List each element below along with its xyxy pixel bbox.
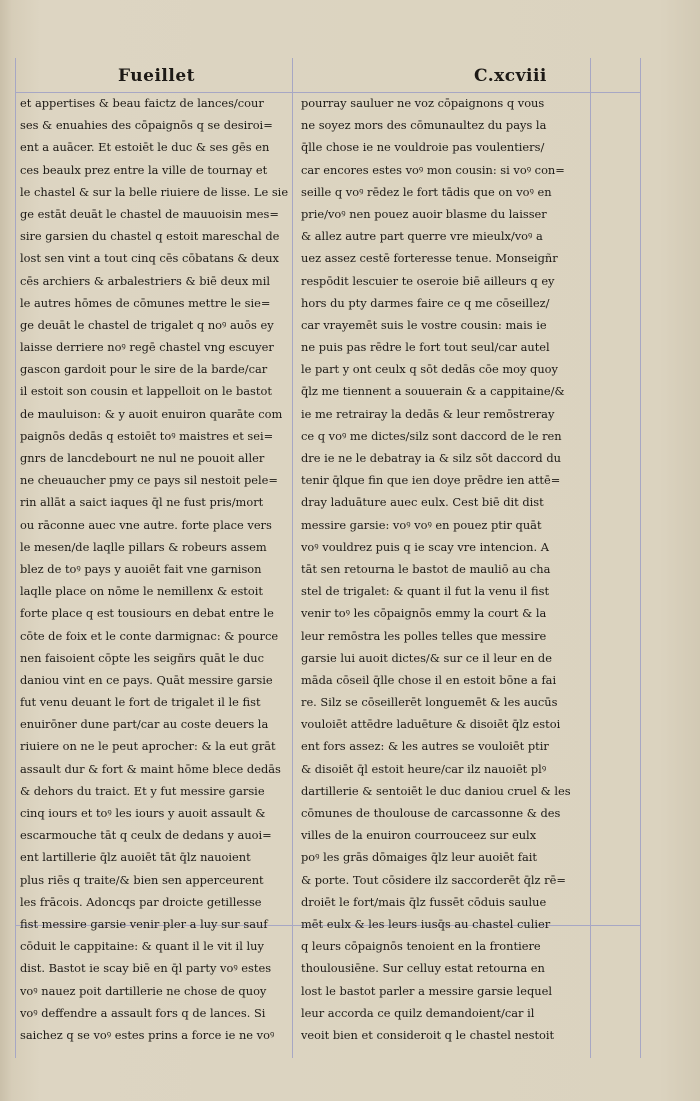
text-line: le part y ont ceulx q sōt dedās cōe moy quoy (301, 362, 558, 377)
text-line: laisse derriere noꝰ regē chastel vng escuyer (20, 340, 274, 355)
text-line: les frācois. Adoncqs par droicte getillesse (20, 894, 262, 909)
text-line: le chastel & sur la belle riuiere de lisse. Le sie (20, 184, 288, 199)
text-line: dray laduāture auec eulx. Cest biē dit dist (301, 495, 544, 510)
text-line: stel de trigalet: & quant il fut la venu il fist (301, 584, 550, 599)
margin-rule-outer (640, 58, 641, 1058)
text-line: dartillerie & sentoiēt le duc daniou cruel & les (301, 783, 571, 798)
margin-rule-left (15, 58, 16, 1058)
text-line: q̄lle chose ie ne vouldroie pas voulentiers/ (301, 140, 545, 155)
margin-rule-right (590, 58, 591, 1058)
text-line: lost sen vint a tout cinq cēs cōbatans & deux (20, 251, 279, 266)
text-line: cinq iours et toꝰ les iours y auoit assault & (20, 806, 266, 820)
text-line: rin allāt a saict iaques q̄l ne fust pris/mort (20, 495, 264, 510)
text-line: forte place q est tousiours en debat entre le (20, 606, 274, 621)
text-line: cōmunes de thoulouse de carcassonne & des (301, 806, 561, 820)
text-line: saichez q se voꝰ estes prins a force ie ne voꝰ (20, 1027, 275, 1042)
text-line: uez assez cestē forteresse tenue. Monseigñr (301, 251, 558, 266)
text-line: nen faisoient cōpte les seigñrs quāt le duc (20, 650, 265, 665)
text-line: & allez autre part querre vre mieulx/voꝰ a (301, 229, 543, 244)
text-line: ne soyez mors des cōmunaultez du pays la (301, 118, 547, 133)
text-line: lost le bastot parler a messire garsie lequel (301, 983, 552, 998)
text-line: leur remōstra les polles telles que messire (301, 628, 547, 643)
text-line: hors du pty darmes faire ce q me cōseillez/ (301, 295, 550, 310)
text-line: blez de toꝰ pays y auoiēt fait vne garnison (20, 561, 262, 576)
text-line: ge deuāt le chastel de trigalet q noꝰ auōs ey (20, 317, 274, 332)
text-line: ie me retrairay la dedās & leur remōstreray (301, 406, 555, 421)
text-line: daniou vint en ce pays. Quāt messire garsie (20, 672, 273, 687)
text-line: le autres hōmes de cōmunes mettre le sie= (20, 295, 271, 310)
folio-header-left: Fueillet (118, 66, 195, 86)
text-line: voꝰ vouldrez puis q ie scay vre intencion. A (301, 539, 549, 554)
text-line: laqlle place on nōme le nemillenx & estoit (20, 584, 263, 599)
text-column-left (20, 92, 288, 1046)
text-line: dist. Bastot ie scay biē en q̄l party voꝰ estes (20, 961, 272, 976)
text-line: villes de la enuiron courrouceez sur eulx (301, 828, 537, 843)
text-line: ent lartillerie q̄lz auoiēt tāt q̄lz nauoient (20, 850, 251, 865)
text-line: & disoiēt q̄l estoit heure/car ilz nauoiēt plꝰ (301, 761, 547, 776)
text-line: thoulousiēne. Sur celluy estat retourna en (301, 961, 545, 976)
text-line: ces beaulx prez entre la ville de tournay et (20, 162, 268, 177)
text-line: tāt sen retourna le bastot de mauliō au cha (301, 561, 551, 576)
text-line: il estoit son cousin et lappelloit on le bastot (20, 384, 272, 399)
text-line: ne cheuaucher pmy ce pays sil nestoit pele= (20, 473, 278, 488)
text-line: cōduit le cappitaine: & quant il le vit il luy (20, 939, 264, 954)
text-line: voꝰ nauez poit dartillerie ne chose de quoy (20, 983, 267, 998)
text-line: tenir q̄lque fin que ien doye prēdre ien attē= (301, 473, 561, 488)
text-line: enuirōner dune part/car au coste deuers la (20, 717, 269, 732)
text-line: plus riēs q traite/& bien sen apperceurent (20, 872, 264, 887)
text-line: poꝰ les grās dōmaiges q̄lz leur auoiēt fait (301, 850, 537, 865)
text-line: gascon gardoit pour le sire de la barde/car (20, 362, 268, 377)
text-line: venir toꝰ les cōpaignōs emmy la court & la (301, 606, 547, 621)
text-line: cēs archiers & arbalestriers & biē deux mil (20, 273, 271, 288)
text-line: & dehors du traict. Et y fut messire garsie (20, 783, 265, 798)
text-line: re. Silz se cōseillerēt longuemēt & les aucūs (301, 695, 558, 710)
text-line: māda cōseil q̄lle chose il en estoit bōne a fai (301, 672, 557, 687)
text-line: & porte. Tout cōsidere ilz saccorderēt q̄lz rē= (301, 872, 566, 887)
text-line: messire garsie: voꝰ voꝰ en pouez ptir quāt (301, 517, 542, 532)
text-line: cōte de foix et le conte darmignac: & pource (20, 628, 279, 643)
text-line: car vrayemēt suis le vostre cousin: mais ie (301, 317, 547, 332)
text-line: prie/voꝰ nen pouez auoir blasme du laisser (301, 206, 547, 221)
text-line: ce q voꝰ me dictes/silz sont daccord de le ren (301, 428, 562, 443)
text-line: fut venu deuant le fort de trigalet il le fist (20, 695, 261, 710)
text-line: q leurs cōpaignōs tenoient en la frontiere (301, 939, 541, 954)
text-line: q̄lz me tiennent a souuerain & a cappitaine/& (301, 384, 565, 399)
text-line: droiēt le fort/mais q̄lz fussēt cōduis saulue (301, 894, 547, 909)
text-line: pourray sauluer ne voz cōpaignons q vous (301, 96, 545, 110)
text-line: ne puis pas rēdre le fort tout seul/car autel (301, 340, 550, 355)
text-line: ent fors assez: & les autres se vouloiēt ptir (301, 739, 549, 754)
text-line: mēt eulx & les leurs iusq̄s au chastel culier (301, 916, 551, 931)
text-line: paignōs dedās q estoiēt toꝰ maistres et sei= (20, 428, 274, 443)
text-line: ou rāconne auec vne autre. forte place vers (20, 517, 272, 532)
text-column-right (301, 92, 584, 1046)
text-line: seille q voꝰ rēdez le fort tādis que on voꝰ en (301, 184, 552, 199)
folio-number: C.xcviii (474, 66, 547, 86)
text-line: gnrs de lancdebourt ne nul ne pouoit aller (20, 451, 265, 465)
text-line: vouloiēt attēdre laduēture & disoiēt q̄lz estoi (301, 717, 561, 732)
text-line: ent a auācer. Et estoiēt le duc & ses gēs en (20, 140, 270, 155)
text-line: et appertises & beau faictz de lances/cour (20, 96, 264, 110)
text-line: riuiere on ne le peut aprocher: & la eut grāt (20, 739, 276, 754)
text-line: le mesen/de laqlle pillars & robeurs assem (20, 539, 267, 554)
text-line: car encores estes voꝰ mon cousin: si voꝰ con= (301, 162, 565, 177)
text-line: garsie lui auoit dictes/& sur ce il leur en de (301, 650, 552, 665)
text-line: respōdit lescuier te oseroie biē ailleurs q ey (301, 273, 555, 288)
text-line: voꝰ deffendre a assault fors q de lances. Si (20, 1005, 266, 1020)
text-line: assault dur & fort & maint hōme blece dedās (20, 761, 281, 776)
text-line: ses & enuahies des cōpaignōs q se desiroi= (20, 118, 273, 133)
text-line: de mauluison: & y auoit enuiron quarāte com (20, 406, 283, 421)
text-line: dre ie ne le debatray ia & silz sōt daccord du (301, 451, 561, 465)
text-line: ge estāt deuāt le chastel de mauuoisin mes= (20, 206, 279, 221)
text-line: veoit bien et consideroit q le chastel nestoit (301, 1027, 555, 1042)
text-line: fist messire garsie venir pler a luy sur sauf (20, 916, 268, 931)
margin-rule-gutter (292, 58, 293, 1058)
text-line: sire garsien du chastel q estoit mareschal de (20, 229, 280, 244)
text-line: escarmouche tāt q ceulx de dedans y auoi= (20, 828, 272, 843)
text-line: leur accorda ce quilz demandoient/car il (301, 1005, 535, 1020)
